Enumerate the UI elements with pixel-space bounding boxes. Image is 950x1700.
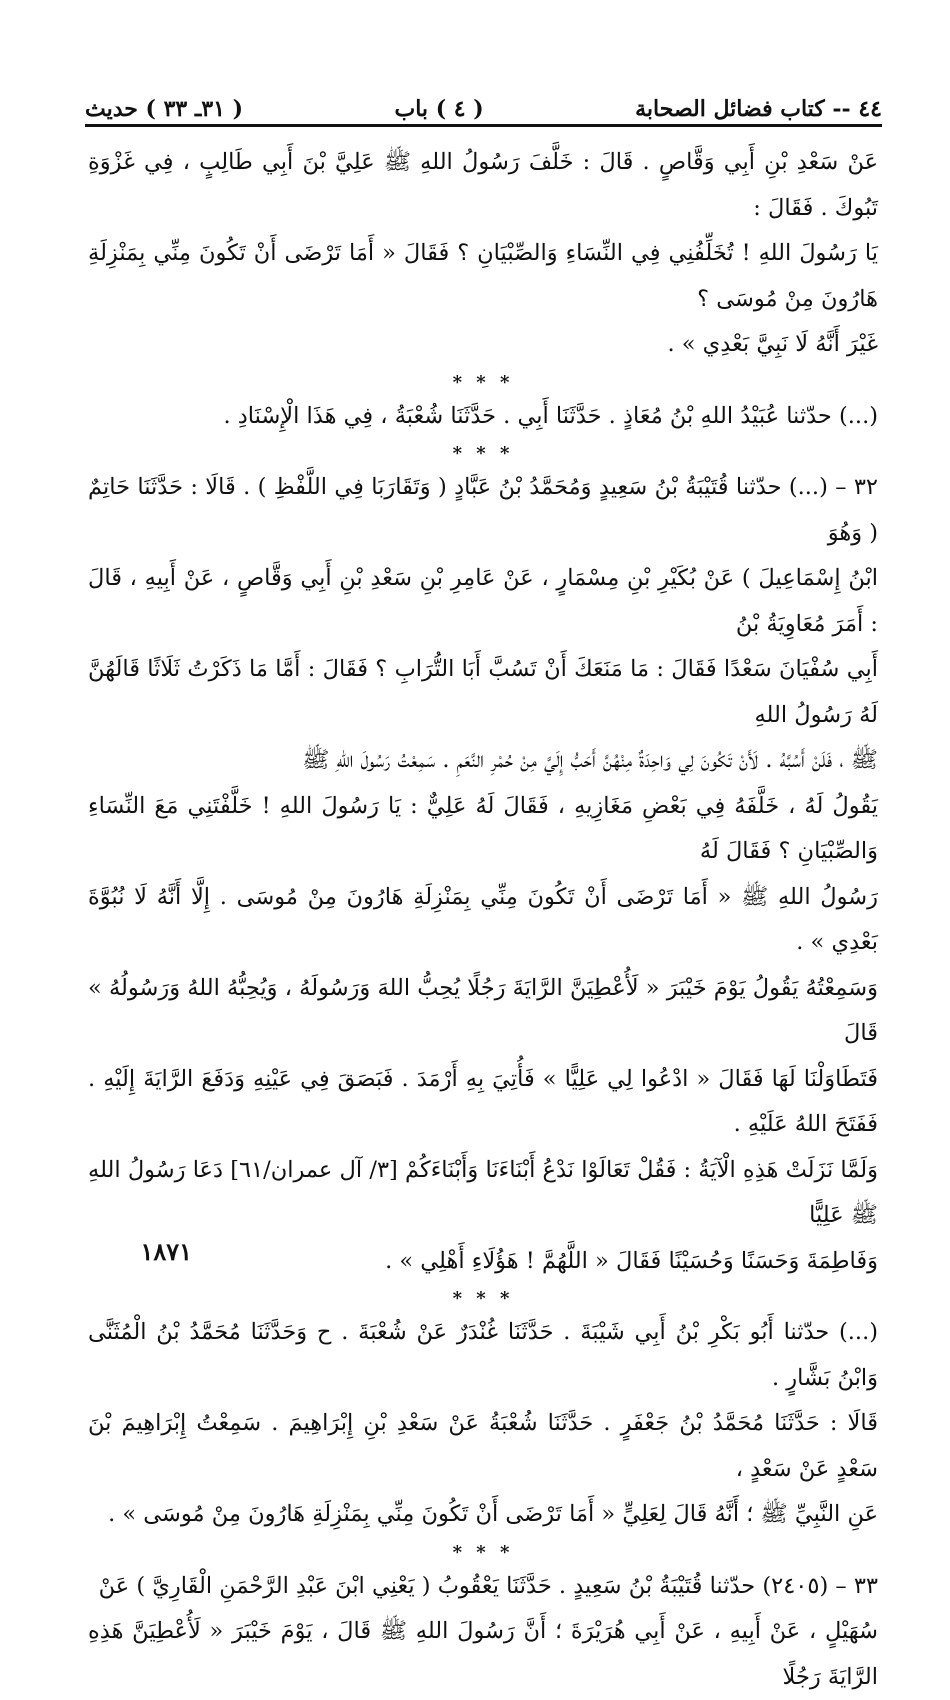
text-line: فَتَطَاوَلْنَا لَهَا فَقَالَ « ادْعُوا لِي عَلِيًّا » فَأُتِيَ بِهِ أَرْمَدَ . فَبَصَقَ فِي عَيْنِهِ وَدَفَعَ الرَّايَةَ إِلَيْهِ . فَفَتَحَ اللهُ عَلَيْهِ . (88, 1057, 878, 1148)
text-line: يَا رَسُولَ اللهِ ! تُخَلِّفُنِي فِي النِّسَاءِ وَالصِّبْيَانِ ؟ فَقَالَ « أَمَا تَرْضَى أَنْ تَكُونَ مِنِّي بِمَنْزِلَةِ هَارُونَ مِنْ مُوسَى ؟ (88, 231, 878, 322)
text-line: ﷺ ، فَلَنْ أَسُبَّهُ . لَأَنْ تَكُونَ لِي وَاحِدَةٌ مِنْهُنَّ أَحَبُّ إِلَيَّ مِنْ حُمْرِ النَّعَمِ . سَمِعْتُ رَسُولَ اللهِ ﷺ (88, 738, 878, 784)
text-line: (...) حدّثنا عُبَيْدُ اللهِ بْنُ مُعَاذٍ . حَدَّثَنَا أَبِي . حَدَّثَنَا شُعْبَةُ ، فِي هَذَا الْإِسْنَادِ . (88, 394, 878, 440)
running-header (85, 82, 882, 122)
section-separator: * * * (88, 1292, 878, 1306)
section-separator: * * * (88, 447, 878, 461)
text-line: رَسُولُ اللهِ ﷺ « أَمَا تَرْضَى أَنْ تَكُونَ مِنِّي بِمَنْزِلَةِ هَارُونَ مِنْ مُوسَى . إِلَّا أَنَّهُ لَا نُبُوَّةَ بَعْدِي » . (88, 875, 878, 966)
page-number: ١٨٧١ (92, 1237, 192, 1266)
text-line: وَفَاطِمَةَ وَحَسَنًا وَحُسَيْنًا فَقَالَ « اللَّهُمَّ ! هَؤُلَاءِ أَهْلِي » . (88, 1239, 878, 1285)
header-chapter: ( ٤ ) باب (395, 96, 484, 122)
passage-5-hadith-33 (88, 1564, 878, 1700)
text-line: ٣٢ – (...) حدّثنا قُتَيْبَةُ بْنُ سَعِيدٍ وَمُحَمَّدُ بْنُ عَبَّادٍ ( وَتَقَارَبَا فِي اللَّفْظِ ) . قَالَا : حَدَّثَنَا حَاتِمٌ ( وَهُوَ (88, 465, 878, 556)
text-line: وَلَمَّا نَزَلَتْ هَذِهِ الْآيَةُ : فَقُلْ تَعَالَوْا نَدْعُ أَبْنَاءَنَا وَأَبْنَاءَكُمْ [٣/ آل عمران/٦١] دَعَا رَسُولُ اللهِ ﷺ عَلِيًّا (88, 1148, 878, 1239)
passage-3-hadith-32 (88, 465, 878, 1284)
header-divider (85, 124, 882, 127)
header-page-and-book: ٤٤ -- كتاب فضائل الصحابة (635, 96, 882, 122)
header-hadith-range: ( ٣١ـ ٣٣ ) حديث (85, 96, 243, 122)
text-line: (...) حدّثنا أَبُو بَكْرِ بْنُ أَبِي شَيْبَةَ . حَدَّثَنَا غُنْدَرٌ عَنْ شُعْبَةَ . ح وَحَدَّثَنَا مُحَمَّدُ بْنُ الْمُثَنَّى وَابْنُ بَشَّارٍ . (88, 1310, 878, 1401)
text-line: قَالَا : حَدَّثَنَا مُحَمَّدُ بْنُ جَعْفَرٍ . حَدَّثَنَا شُعْبَةُ عَنْ سَعْدِ بْنِ إِبْرَاهِيمَ . سَمِعْتُ إِبْرَاهِيمَ بْنَ سَعْدٍ عَنْ سَعْدٍ ، (88, 1401, 878, 1492)
passage-2 (88, 394, 878, 440)
text-line: وَسَمِعْتُهُ يَقُولُ يَوْمَ خَيْبَرَ « لَأُعْطِيَنَّ الرَّايَةَ رَجُلًا يُحِبُّ اللهَ وَرَسُولَهُ ، وَيُحِبُّهُ اللهُ وَرَسُولُهُ » قَالَ (88, 966, 878, 1057)
text-line: سُهَيْلٍ ، عَنْ أَبِيهِ ، عَنْ أَبِي هُرَيْرَةَ ؛ أَنَّ رَسُولَ اللهِ ﷺ قَالَ ، يَوْمَ خَيْبَرَ « لَأُعْطِيَنَّ هَذِهِ الرَّايَةَ رَجُلًا (88, 1609, 878, 1700)
text-line: غَيْرَ أَنَّهُ لَا نَبِيَّ بَعْدِي » . (88, 322, 878, 368)
passage-1 (88, 140, 878, 368)
page-body (88, 140, 878, 1700)
text-line: عَنْ سَعْدِ بْنِ أَبِي وَقَّاصٍ . قَالَ : خَلَّفَ رَسُولُ اللهِ ﷺ عَلِيَّ بْنَ أَبِي طَالِبٍ ، فِي غَزْوَةِ تَبُوكَ . فَقَالَ : (88, 140, 878, 231)
passage-4 (88, 1310, 878, 1538)
text-line: يَقُولُ لَهُ ، خَلَّفَهُ فِي بَعْضِ مَغَازِيهِ ، فَقَالَ لَهُ عَلِيٌّ : يَا رَسُولَ اللهِ ! خَلَّفْتَنِي مَعَ النِّسَاءِ وَالصِّبْيَانِ ؟ فَقَالَ لَهُ (88, 784, 878, 875)
section-separator: * * * (88, 1546, 878, 1560)
text-line: عَنِ النَّبِيِّ ﷺ ؛ أَنَّهُ قَالَ لِعَلِيٍّ « أَمَا تَرْضَى أَنْ تَكُونَ مِنِّي بِمَنْزِلَةِ هَارُونَ مِنْ مُوسَى » . (88, 1492, 878, 1538)
text-line: أَبِي سُفْيَانَ سَعْدًا فَقَالَ : مَا مَنَعَكَ أَنْ تَسُبَّ أَبَا التُّرَابِ ؟ فَقَالَ : أَمَّا مَا ذَكَرْتُ ثَلَاثًا قَالَهُنَّ لَهُ رَسُولُ اللهِ (88, 647, 878, 738)
text-line: ٣٣ – (٢٤٠٥) حدّثنا قُتَيْبَةُ بْنُ سَعِيدٍ . حَدَّثَنَا يَعْقُوبُ ( يَعْنِي ابْنَ عَبْدِ الرَّحْمَنِ الْقَارِيَّ ) عَنْ (88, 1564, 878, 1610)
section-separator: * * * (88, 376, 878, 390)
text-line: ابْنُ إِسْمَاعِيلَ ) عَنْ بُكَيْرِ بْنِ مِسْمَارٍ ، عَنْ عَامِرِ بْنِ سَعْدِ بْنِ أَبِي وَقَّاصٍ ، عَنْ أَبِيهِ ، قَالَ : أَمَرَ مُعَاوِيَةُ بْنُ (88, 556, 878, 647)
